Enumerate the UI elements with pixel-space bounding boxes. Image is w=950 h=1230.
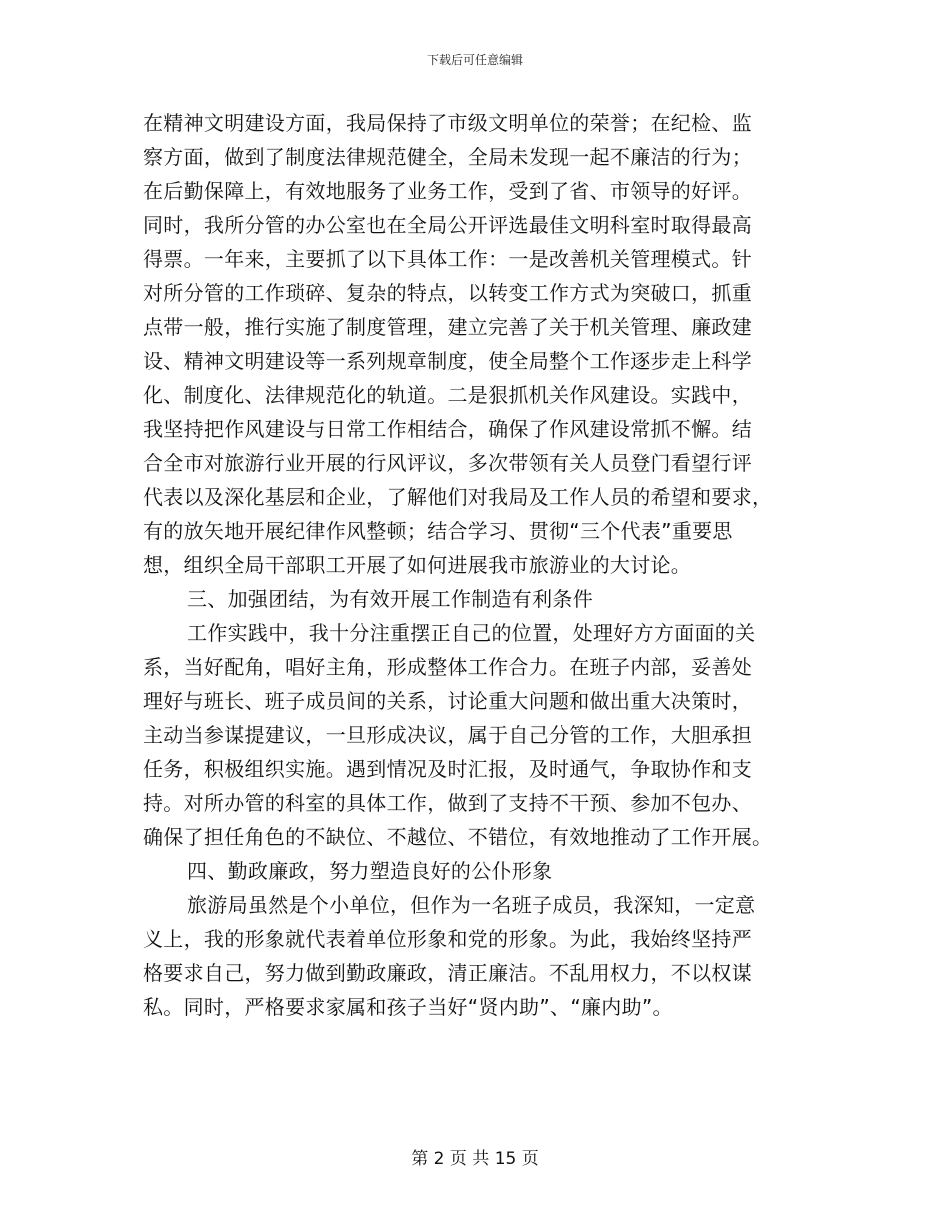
text-line: 持。对所办管的科室的具体工作，做到了支持不干预、参加不包办、 [143, 791, 752, 815]
text-line: 四、勤政廉政，努力塑造良好的公仆形象 [187, 859, 553, 883]
header-note: 下载后可任意编辑 [426, 53, 523, 67]
text-line: 系，当好配角，唱好主角，形成整体工作合力。在班子内部，妥善处 [143, 655, 752, 679]
text-line: 格要求自己，努力做到勤政廉政，清正廉洁。不乱用权力，不以权谋 [143, 961, 752, 985]
text-line: 察方面，做到了制度法律规范健全，全局未发现一起不廉洁的行为； [143, 145, 752, 169]
text-line: 同时，我所分管的办公室也在全局公开评选最佳文明科室时取得最高 [143, 213, 752, 237]
text-line: 在后勤保障上，有效地服务了业务工作，受到了省、市领导的好评。 [143, 179, 752, 203]
text-line: 我坚持把作风建设与日常工作相结合，确保了作风建设常抓不懈。结 [143, 417, 752, 441]
text-line: 在精神文明建设方面，我局保持了市级文明单位的荣誉；在纪检、监 [143, 111, 752, 135]
text-line: 想，组织全局干部职工开展了如何进展我市旅游业的大讨论。 [143, 553, 692, 577]
text-line: 三、加强团结，为有效开展工作制造有利条件 [187, 587, 593, 611]
text-line: 任务，积极组织实施。遇到情况及时汇报，及时通气，争取协作和支 [143, 757, 752, 781]
page-number: 第 2 页 共 15 页 [411, 1149, 539, 1169]
text-line: 得票。一年来，主要抓了以下具体工作：一是改善机关管理模式。针 [143, 247, 752, 271]
text-line: 点带一般，推行实施了制度管理，建立完善了关于机关管理、廉政建 [143, 315, 752, 339]
text-line: 合全市对旅游行业开展的行风评议，多次带领有关人员登门看望行评 [143, 451, 752, 475]
text-line: 对所分管的工作琐碎、复杂的特点，以转变工作方式为突破口，抓重 [143, 281, 752, 305]
text-line: 代表以及深化基层和企业，了解他们对我局及工作人员的希望和要求， [143, 485, 773, 509]
text-line: 义上，我的形象就代表着单位形象和党的形象。为此，我始终坚持严 [143, 927, 752, 951]
text-line: 旅游局虽然是个小单位，但作为一名班子成员，我深知，一定意 [187, 893, 756, 917]
text-line: 工作实践中，我十分注重摆正自己的位置，处理好方方面面的关 [187, 621, 756, 645]
text-line: 主动当参谋提建议，一旦形成决议，属于自己分管的工作，大胆承担 [143, 723, 752, 747]
text-line: 化、制度化、法律规范化的轨道。二是狠抓机关作风建设。实践中， [143, 383, 752, 407]
text-line: 有的放矢地开展纪律作风整顿；结合学习、贯彻“三个代表”重要思 [143, 519, 733, 543]
text-line: 确保了担任角色的不缺位、不越位、不错位，有效地推动了工作开展。 [143, 825, 773, 849]
text-line: 理好与班长、班子成员间的关系，讨论重大问题和做出重大决策时， [143, 689, 752, 713]
text-line: 私。同时，严格要求家属和孩子当好“贤内助”、“廉内助”。 [143, 995, 673, 1019]
document-body [143, 106, 823, 1024]
text-line: 设、精神文明建设等一系列规章制度，使全局整个工作逐步走上科学 [143, 349, 752, 373]
